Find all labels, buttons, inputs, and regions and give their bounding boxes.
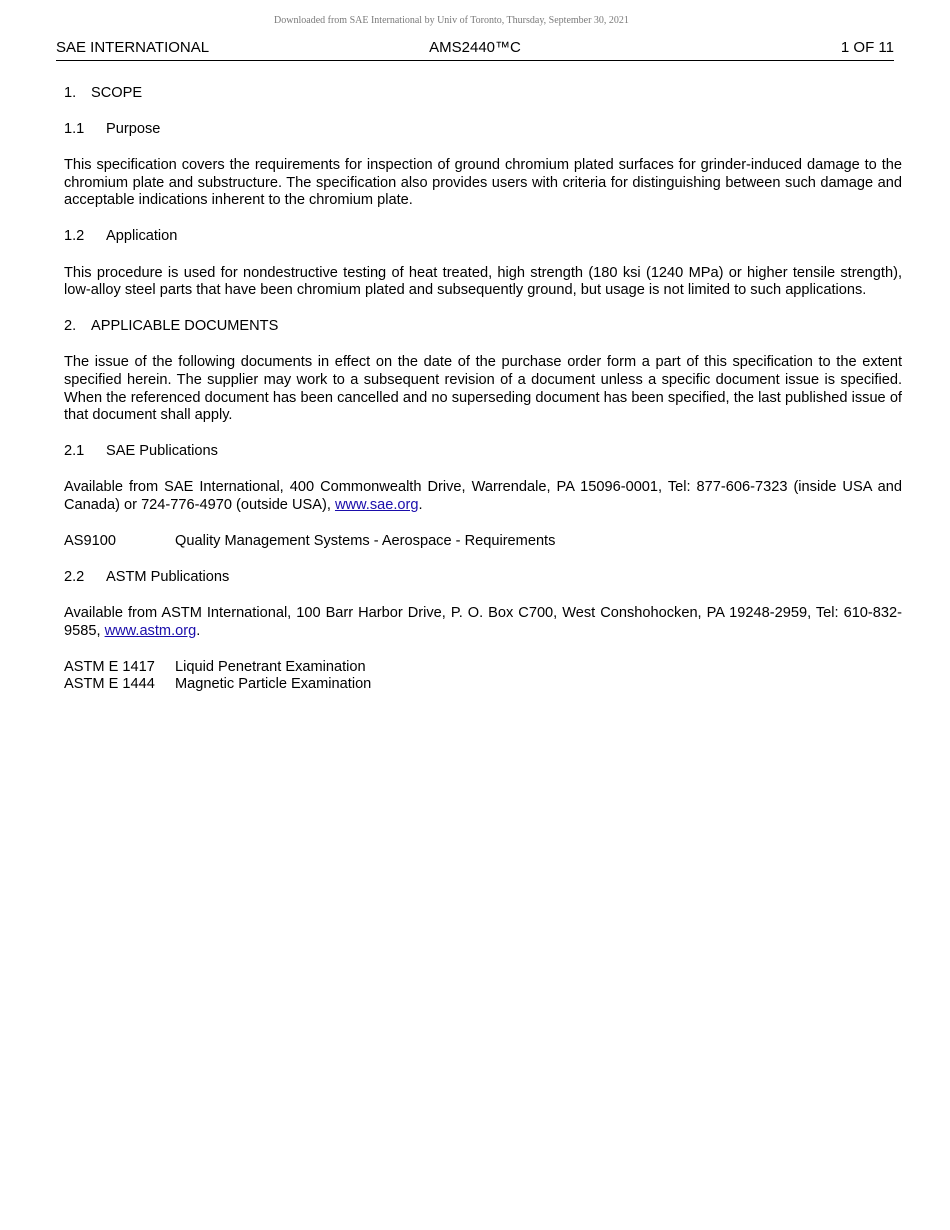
application-paragraph: This procedure is used for nondestructive testing of heat treated, high strength (180 ksi (1240 MPa) or higher tensile strength), low-alloy steel parts that have been chromium plated and subsequently ground, but usage is not limited to such applications. [64, 264, 902, 299]
download-watermark: Downloaded from SAE International by Univ of Toronto, Thursday, September 30, 2021 [274, 15, 629, 26]
reference-title: Liquid Penetrant Examination [175, 658, 366, 675]
reference-code: ASTM E 1444 [64, 676, 155, 693]
header-document-number: AMS2440™C [429, 39, 521, 56]
document-body [64, 85, 902, 694]
section-number: 2.1 [64, 443, 85, 460]
reference-row-astm-e1417 [64, 659, 902, 677]
sae-website-link[interactable]: www.sae.org [334, 496, 419, 513]
section-number: 1.1 [64, 121, 85, 138]
section-heading-astm-publications [64, 569, 902, 587]
applicable-documents-paragraph: The issue of the following documents in effect on the date of the purchase order form a part of this specification to the extent specified herein. The supplier may work to a subsequent revision of a document unless a specific document issue is specified. When the referenced document has been cancelled and no superseding document has been specified, the last published issue of that document shall apply. [64, 354, 902, 424]
astm-website-link[interactable]: www.astm.org [104, 622, 197, 639]
reference-row-as9100 [64, 533, 902, 551]
section-heading-application [64, 228, 902, 246]
section-number: 2.2 [64, 569, 85, 586]
section-heading-scope [64, 85, 902, 103]
reference-title: Quality Management Systems - Aerospace - Requirements [175, 533, 556, 549]
sae-availability-paragraph [64, 479, 902, 514]
sae-availability-text: Available from SAE International, 400 Commonwealth Drive, Warrendale, PA 15096-0001, Tel: 877-606-7323 (inside USA and Canada) or 724-776-4970 (outside USA), [64, 479, 902, 513]
section-heading-applicable-documents [64, 318, 902, 336]
astm-availability-text: Available from ASTM International, 100 Barr Harbor Drive, P. O. Box C700, West Conshohocken, PA 19248-2959, Tel: 610-832-9585, [64, 605, 902, 639]
astm-period: . [196, 622, 201, 639]
section-heading-purpose [64, 121, 902, 139]
section-title: APPLICABLE DOCUMENTS [91, 318, 279, 335]
section-heading-sae-publications [64, 443, 902, 461]
section-title: SAE Publications [106, 443, 218, 460]
section-title: ASTM Publications [106, 569, 230, 586]
section-title: Application [106, 228, 178, 245]
section-title: SCOPE [91, 85, 143, 101]
section-number: 1. [64, 85, 77, 101]
section-title: Purpose [106, 121, 161, 138]
section-number: 2. [64, 318, 77, 335]
page-header [56, 38, 894, 61]
header-page-number: 1 OF 11 [840, 39, 894, 56]
purpose-paragraph: This specification covers the requirements for inspection of ground chromium plated surfaces for grinder-induced damage to the chromium plate and substructure. The specification also provides users with criteria for distinguishing between such damage and acceptable indications inherent to the chromium plate. [64, 157, 902, 209]
sae-period: . [418, 496, 423, 513]
astm-availability-paragraph [64, 605, 902, 640]
reference-title: Magnetic Particle Examination [175, 676, 372, 693]
reference-row-astm-e1444 [64, 676, 902, 694]
reference-code: AS9100 [64, 533, 116, 549]
reference-code: ASTM E 1417 [64, 658, 155, 675]
header-organization: SAE INTERNATIONAL [56, 39, 210, 56]
section-number: 1.2 [64, 228, 85, 245]
